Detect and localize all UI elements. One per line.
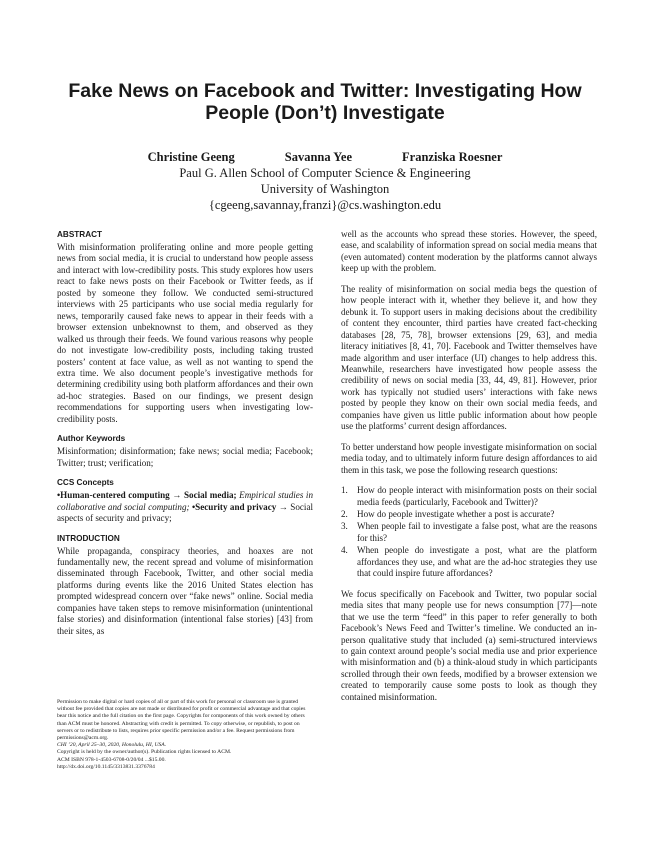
- author-name: Savanna Yee: [284, 150, 353, 164]
- body-paragraph: well as the accounts who spread these stories. However, the speed, ease, and scalability of information spread on social media means that (even automated) content moderation by the platforms cannot always keep up with the problem.: [341, 229, 597, 274]
- copyright-line: Copyright is held by the owner/author(s). Publication rights licensed to ACM.: [57, 749, 232, 756]
- email: {cgeeng,savannay,franzi}@cs.washington.edu: [208, 198, 442, 212]
- question-text: When people fail to investigate a false post, what are the reasons for this?: [357, 521, 597, 543]
- question-text: When people do investigate a post, what are the platform affordances they use, and what are the ad-hoc strategies they use that could inspire future affordances?: [357, 545, 597, 579]
- affiliation: Paul G. Allen School of Computer Science & Engineering: [179, 166, 471, 180]
- university: University of Washington: [260, 182, 390, 196]
- permission-notice: Permission to make digital or hard copies of all or part of this work for personal or classroom use is granted without fee provided that copies are not made or distributed for profit or commercial advantage and that copies bear this notice and the full citation on the first page. Copyrights for components of this work owned by others than ACM must be honored. Abstracting with credit is permitted. To copy otherwise, or republish, to post on servers or to redistribute to lists, requires prior specific permission and/or a fee. Request permissions from permissions@acm.org.: [57, 699, 306, 742]
- introduction-section: [57, 533, 313, 638]
- doi-link[interactable]: http://dx.doi.org/10.1145/3313831.3376784: [57, 763, 155, 770]
- ccs-arrow: →: [169, 490, 184, 501]
- ccs-subconcept: Empirical studies in collaborative and social computing;: [57, 490, 314, 512]
- ccs-section: [57, 477, 313, 524]
- isbn-line: ACM ISBN 978-1-4503-6708-0/20/04 ...$15.00.: [57, 756, 166, 763]
- author-name: Christine Geeng: [147, 150, 235, 164]
- author-names: [40, 149, 610, 165]
- ccs-text: [57, 490, 313, 524]
- author-block: [40, 149, 610, 213]
- abstract-heading: ABSTRACT: [57, 230, 103, 239]
- research-question: [341, 485, 597, 508]
- research-question: [341, 545, 597, 579]
- body-paragraph: We focus specifically on Facebook and Twitter, two popular social media sites that many people use for news consumption [77]—note that we use the term “feed” in this paper to refer generally to both Facebook’s News Feed and Twitter’s timeline. We conducted an in-person qualitative study that included (a) semi-structured interviews to gain context around people’s social media use and prior experience with misinformation and (b) a think-aloud study in which participants scrolled through their own feeds, modified by a browser extension we created to temporarily cause some posts to look as though they contained misinformation.: [341, 588, 597, 702]
- ccs-heading: CCS Concepts: [57, 478, 114, 488]
- copyright-footnote: [57, 699, 313, 771]
- body-paragraph: The reality of misinformation on social media begs the question of how people interact with it, whether they believe it, and how they debunk it. To support users in making decisions about the credibility of content they encounter, third parties have created fact-checking databases [28, 75, 78], browser extensions [29, 63], and media literacy initiatives [8, 41, 70]. Facebook and Twitter themselves have made algorithm and user interface (UI) changes to help address this. Meanwhile, researchers have investigated how people assess the credibility of news on social media [33, 44, 49, 81]. However, prior work has typically not studied users’ interactions with fake news posted by people they know on their own social media feeds, and companies have given us little public information about how people use the platforms’ current design affordances.: [341, 283, 597, 432]
- introduction-heading: INTRODUCTION: [57, 533, 120, 543]
- keywords-heading: Author Keywords: [57, 434, 126, 444]
- question-number: 1.: [341, 485, 348, 496]
- question-number: 4.: [341, 545, 348, 556]
- right-column: [341, 229, 597, 712]
- conference-line: CHI ’20, April 25–30, 2020, Honolulu, HI, USA.: [57, 742, 167, 749]
- question-text: How do people interact with misinformation posts on their social media feeds (particularly, Facebook and Twitter)?: [357, 485, 597, 507]
- research-question: [341, 509, 597, 520]
- body-paragraph: To better understand how people investigate misinformation on social media today, and to ultimately inform future design affordances to aid them in this task, we pose the following research questions:: [341, 441, 597, 475]
- question-number: 3.: [341, 521, 348, 532]
- abstract-section: [57, 229, 313, 425]
- ccs-subconcept: → Social aspects of security and privacy;: [57, 501, 314, 524]
- keywords-section: [57, 433, 313, 469]
- research-questions: [341, 485, 597, 580]
- left-column: [57, 229, 313, 645]
- author-name: Franziska Roesner: [402, 150, 503, 164]
- keywords-text: Misinformation; disinformation; fake news; social media; Facebook; Twitter; trust; verification;: [57, 446, 313, 468]
- ccs-concept: Social media;: [183, 490, 237, 501]
- question-number: 2.: [341, 508, 348, 519]
- ccs-concept: •Security and privacy: [189, 501, 277, 512]
- ccs-concept: •Human-centered computing: [57, 490, 170, 501]
- question-text: How do people investigate whether a post is accurate?: [357, 508, 555, 519]
- abstract-text: With misinformation proliferating online and more people getting news from social media, it is crucial to understand how people assess and interact with low-credibility posts. This study explores how users react to fake news posts on their Facebook or Twitter feeds, as if posted by someone they follow. We conducted semi-structured interviews with 25 participants who use social media regularly for news, temporarily caused fake news to appear in their feeds with a browser extension unbeknownst to them, and observed as they walked us through their feeds. We found various reasons why people do not investigate low-credibility posts, including taking trusted posters’ content at face value, as well as not wanting to spend the extra time. We also document people’s investigative methods for determining credibility using both platform affordances and their own ad-hoc strategies. Based on our findings, we present design recommendations for supporting users when investigating low-credibility posts.: [57, 242, 313, 424]
- introduction-text: While propaganda, conspiracy theories, and hoaxes are not fundamentally new, the recent spread and volume of misinformation disseminated through Facebook, Twitter, and other social media platforms during events like the 2016 United States election has prompted widespread concern over “fake news” online. Social media companies have taken steps to remove misinformation (unintentional false stories) and disinformation (intentional false stories) [43] from their sites, as: [57, 545, 313, 636]
- research-question: [341, 521, 597, 544]
- paper-title: Fake News on Facebook and Twitter: Investigating How People (Don’t) Investigate: [68, 80, 582, 124]
